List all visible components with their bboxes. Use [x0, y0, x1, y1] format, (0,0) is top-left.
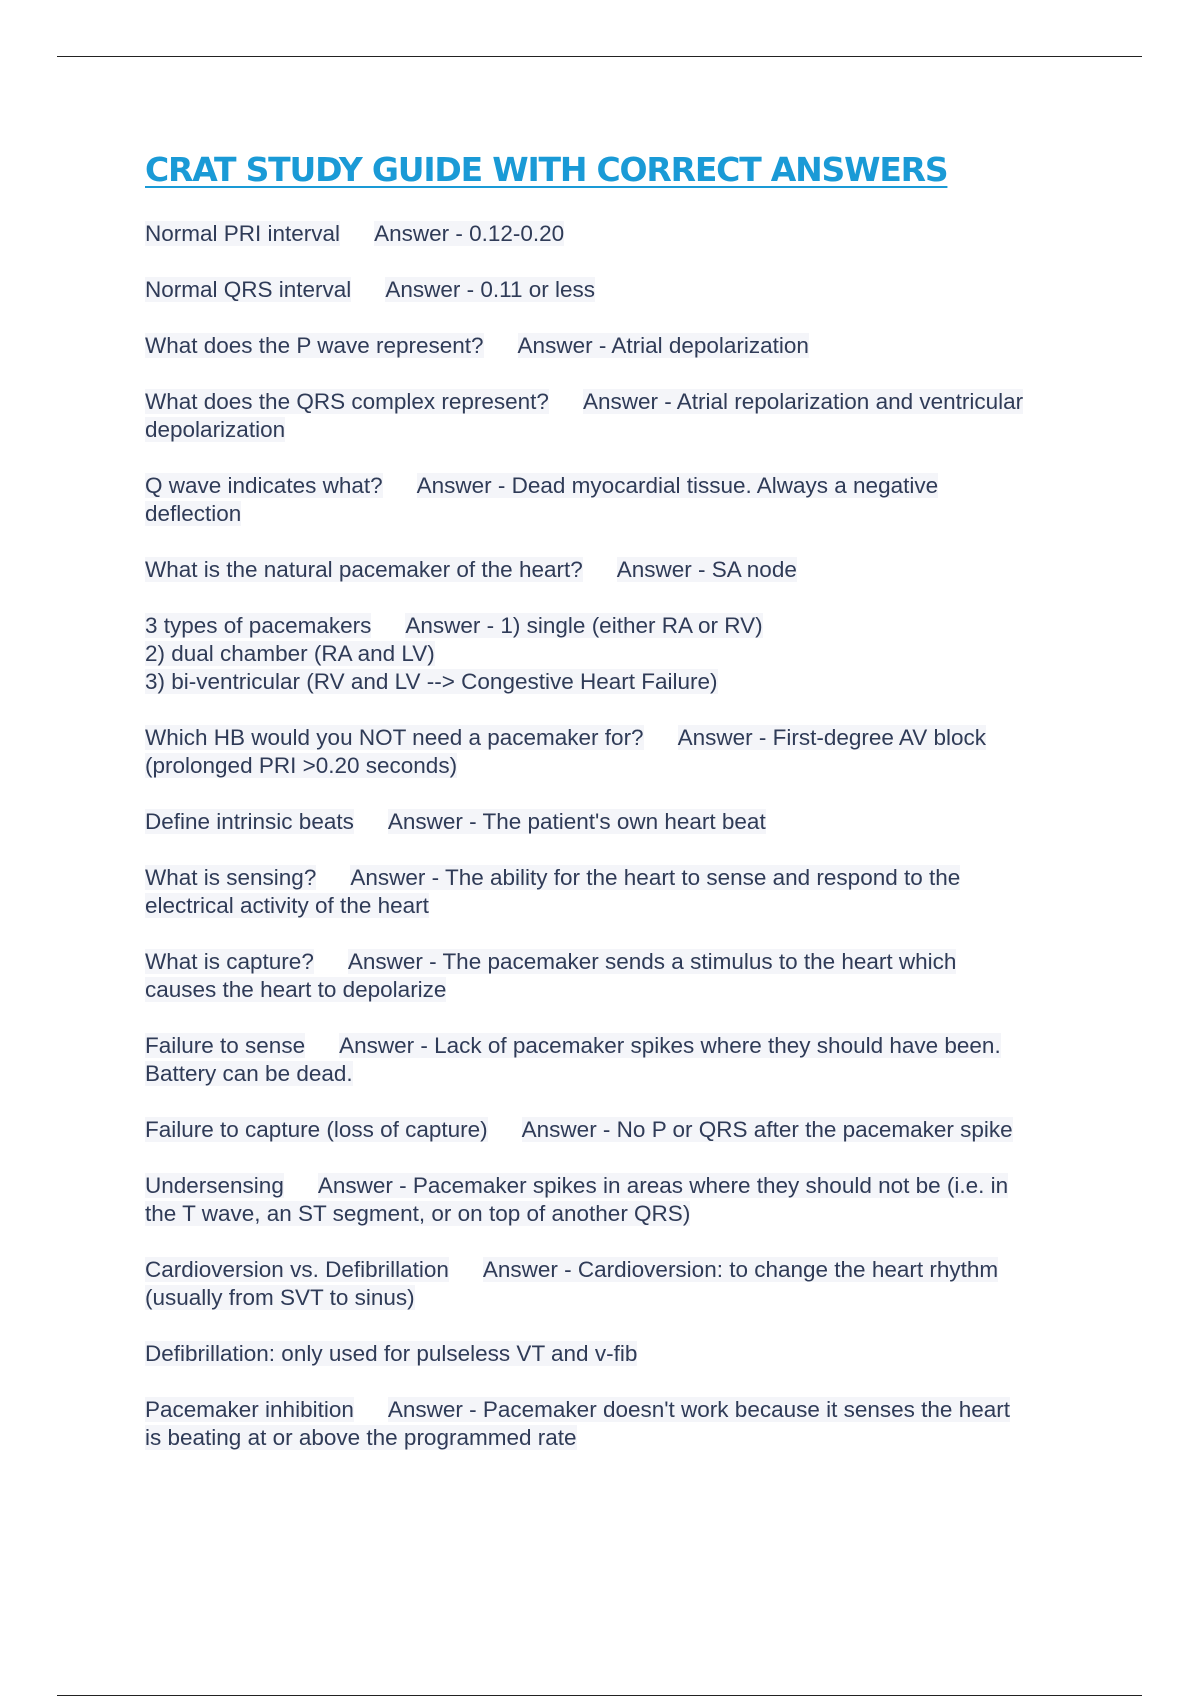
qa-first-line	[145, 1172, 1100, 1200]
continuation-text: is beating at or above the programmed rate	[145, 1425, 577, 1450]
question-text: Which HB would you NOT need a pacemaker for?	[145, 725, 644, 750]
answer-continuation-line	[145, 416, 1100, 444]
question-text: Failure to capture (loss of capture)	[145, 1117, 488, 1142]
qa-first-line	[145, 1396, 1100, 1424]
answer-continuation-line	[145, 640, 1100, 668]
answer-continuation-line	[145, 892, 1100, 920]
qa-first-line	[145, 948, 1100, 976]
continuation-text: the T wave, an ST segment, or on top of another QRS)	[145, 1201, 691, 1226]
answer-text: Answer - The patient's own heart beat	[387, 809, 766, 834]
answer-text: Answer - Atrial depolarization	[517, 333, 809, 358]
qa-item	[145, 1116, 1100, 1144]
continuation-text: (usually from SVT to sinus)	[145, 1285, 415, 1310]
answer-text: Answer - Atrial repolarization and ventricular	[582, 389, 1024, 414]
question-text: Failure to sense	[145, 1033, 306, 1058]
qa-item	[145, 1256, 1100, 1312]
qa-item	[145, 1340, 1100, 1368]
answer-continuation-line	[145, 1284, 1100, 1312]
answer-continuation-line	[145, 976, 1100, 1004]
qa-first-line	[145, 864, 1100, 892]
question-text: Undersensing	[145, 1173, 284, 1198]
question-text: What does the QRS complex represent?	[145, 389, 549, 414]
qa-first-line	[145, 220, 1100, 248]
qa-item	[145, 1172, 1100, 1228]
answer-continuation-line	[145, 752, 1100, 780]
qa-first-line	[145, 1116, 1100, 1144]
question-text: Normal QRS interval	[145, 277, 352, 302]
question-text: What is capture?	[145, 949, 314, 974]
answer-text: Answer - Pacemaker doesn't work because it senses the heart	[387, 1397, 1010, 1422]
question-text: Define intrinsic beats	[145, 809, 354, 834]
qa-item	[145, 332, 1100, 360]
answer-text: Answer - Cardioversion: to change the heart rhythm	[482, 1257, 999, 1282]
continuation-text: causes the heart to depolarize	[145, 977, 447, 1002]
question-text: Normal PRI interval	[145, 221, 341, 246]
qa-first-line	[145, 808, 1100, 836]
answer-continuation-line	[145, 1340, 1100, 1368]
qa-first-line	[145, 388, 1100, 416]
continuation-text: 3) bi-ventricular (RV and LV --> Congestive Heart Failure)	[145, 669, 718, 694]
answer-text: Answer - Lack of pacemaker spikes where they should have been.	[339, 1033, 1001, 1058]
qa-first-line	[145, 276, 1100, 304]
answer-continuation-line	[145, 1200, 1100, 1228]
top-rule	[57, 56, 1142, 57]
answer-text: Answer - 0.12-0.20	[374, 221, 565, 246]
answer-continuation-line	[145, 1060, 1100, 1088]
continuation-text: Battery can be dead.	[145, 1061, 353, 1086]
qa-first-line	[145, 472, 1100, 500]
answer-continuation-line	[145, 668, 1100, 696]
continuation-text: 2) dual chamber (RA and LV)	[145, 641, 435, 666]
answer-text: Answer - The ability for the heart to sense and respond to the	[350, 865, 961, 890]
qa-item	[145, 388, 1100, 444]
qa-first-line	[145, 556, 1100, 584]
qa-item	[145, 864, 1100, 920]
answer-text: Answer - 1) single (either RA or RV)	[405, 613, 763, 638]
continuation-text: (prolonged PRI >0.20 seconds)	[145, 753, 458, 778]
answer-text: Answer - First-degree AV block	[677, 725, 987, 750]
answer-text: Answer - Pacemaker spikes in areas where they should not be (i.e. in	[317, 1173, 1009, 1198]
qa-first-line	[145, 1032, 1100, 1060]
answer-text: Answer - Dead myocardial tissue. Always a negative	[416, 473, 939, 498]
qa-first-line	[145, 332, 1100, 360]
qa-first-line	[145, 724, 1100, 752]
answer-continuation-line	[145, 1424, 1100, 1452]
qa-list	[145, 220, 1100, 1480]
qa-item	[145, 472, 1100, 528]
question-text: Q wave indicates what?	[145, 473, 383, 498]
answer-continuation-line	[145, 500, 1100, 528]
continuation-text: electrical activity of the heart	[145, 893, 429, 918]
answer-text: Answer - No P or QRS after the pacemaker spike	[521, 1117, 1013, 1142]
question-text: Pacemaker inhibition	[145, 1397, 354, 1422]
answer-text: Answer - The pacemaker sends a stimulus to the heart which	[347, 949, 957, 974]
question-text: What is the natural pacemaker of the heart?	[145, 557, 583, 582]
qa-item	[145, 556, 1100, 584]
qa-item	[145, 276, 1100, 304]
bottom-rule	[57, 1695, 1142, 1696]
continuation-text: deflection	[145, 501, 242, 526]
continuation-text: Defibrillation: only used for pulseless VT and v-fib	[145, 1341, 638, 1366]
answer-text: Answer - 0.11 or less	[385, 277, 595, 302]
answer-text: Answer - SA node	[616, 557, 797, 582]
qa-item	[145, 808, 1100, 836]
qa-first-line	[145, 1256, 1100, 1284]
qa-item	[145, 1396, 1100, 1452]
qa-item	[145, 1032, 1100, 1088]
qa-first-line	[145, 612, 1100, 640]
question-text: 3 types of pacemakers	[145, 613, 372, 638]
qa-item	[145, 724, 1100, 780]
question-text: Cardioversion vs. Defibrillation	[145, 1257, 449, 1282]
question-text: What does the P wave represent?	[145, 333, 484, 358]
qa-item	[145, 220, 1100, 248]
qa-item	[145, 612, 1100, 696]
question-text: What is sensing?	[145, 865, 317, 890]
qa-item	[145, 948, 1100, 1004]
document-title: CRAT STUDY GUIDE WITH CORRECT ANSWERS	[145, 150, 948, 189]
continuation-text: depolarization	[145, 417, 286, 442]
